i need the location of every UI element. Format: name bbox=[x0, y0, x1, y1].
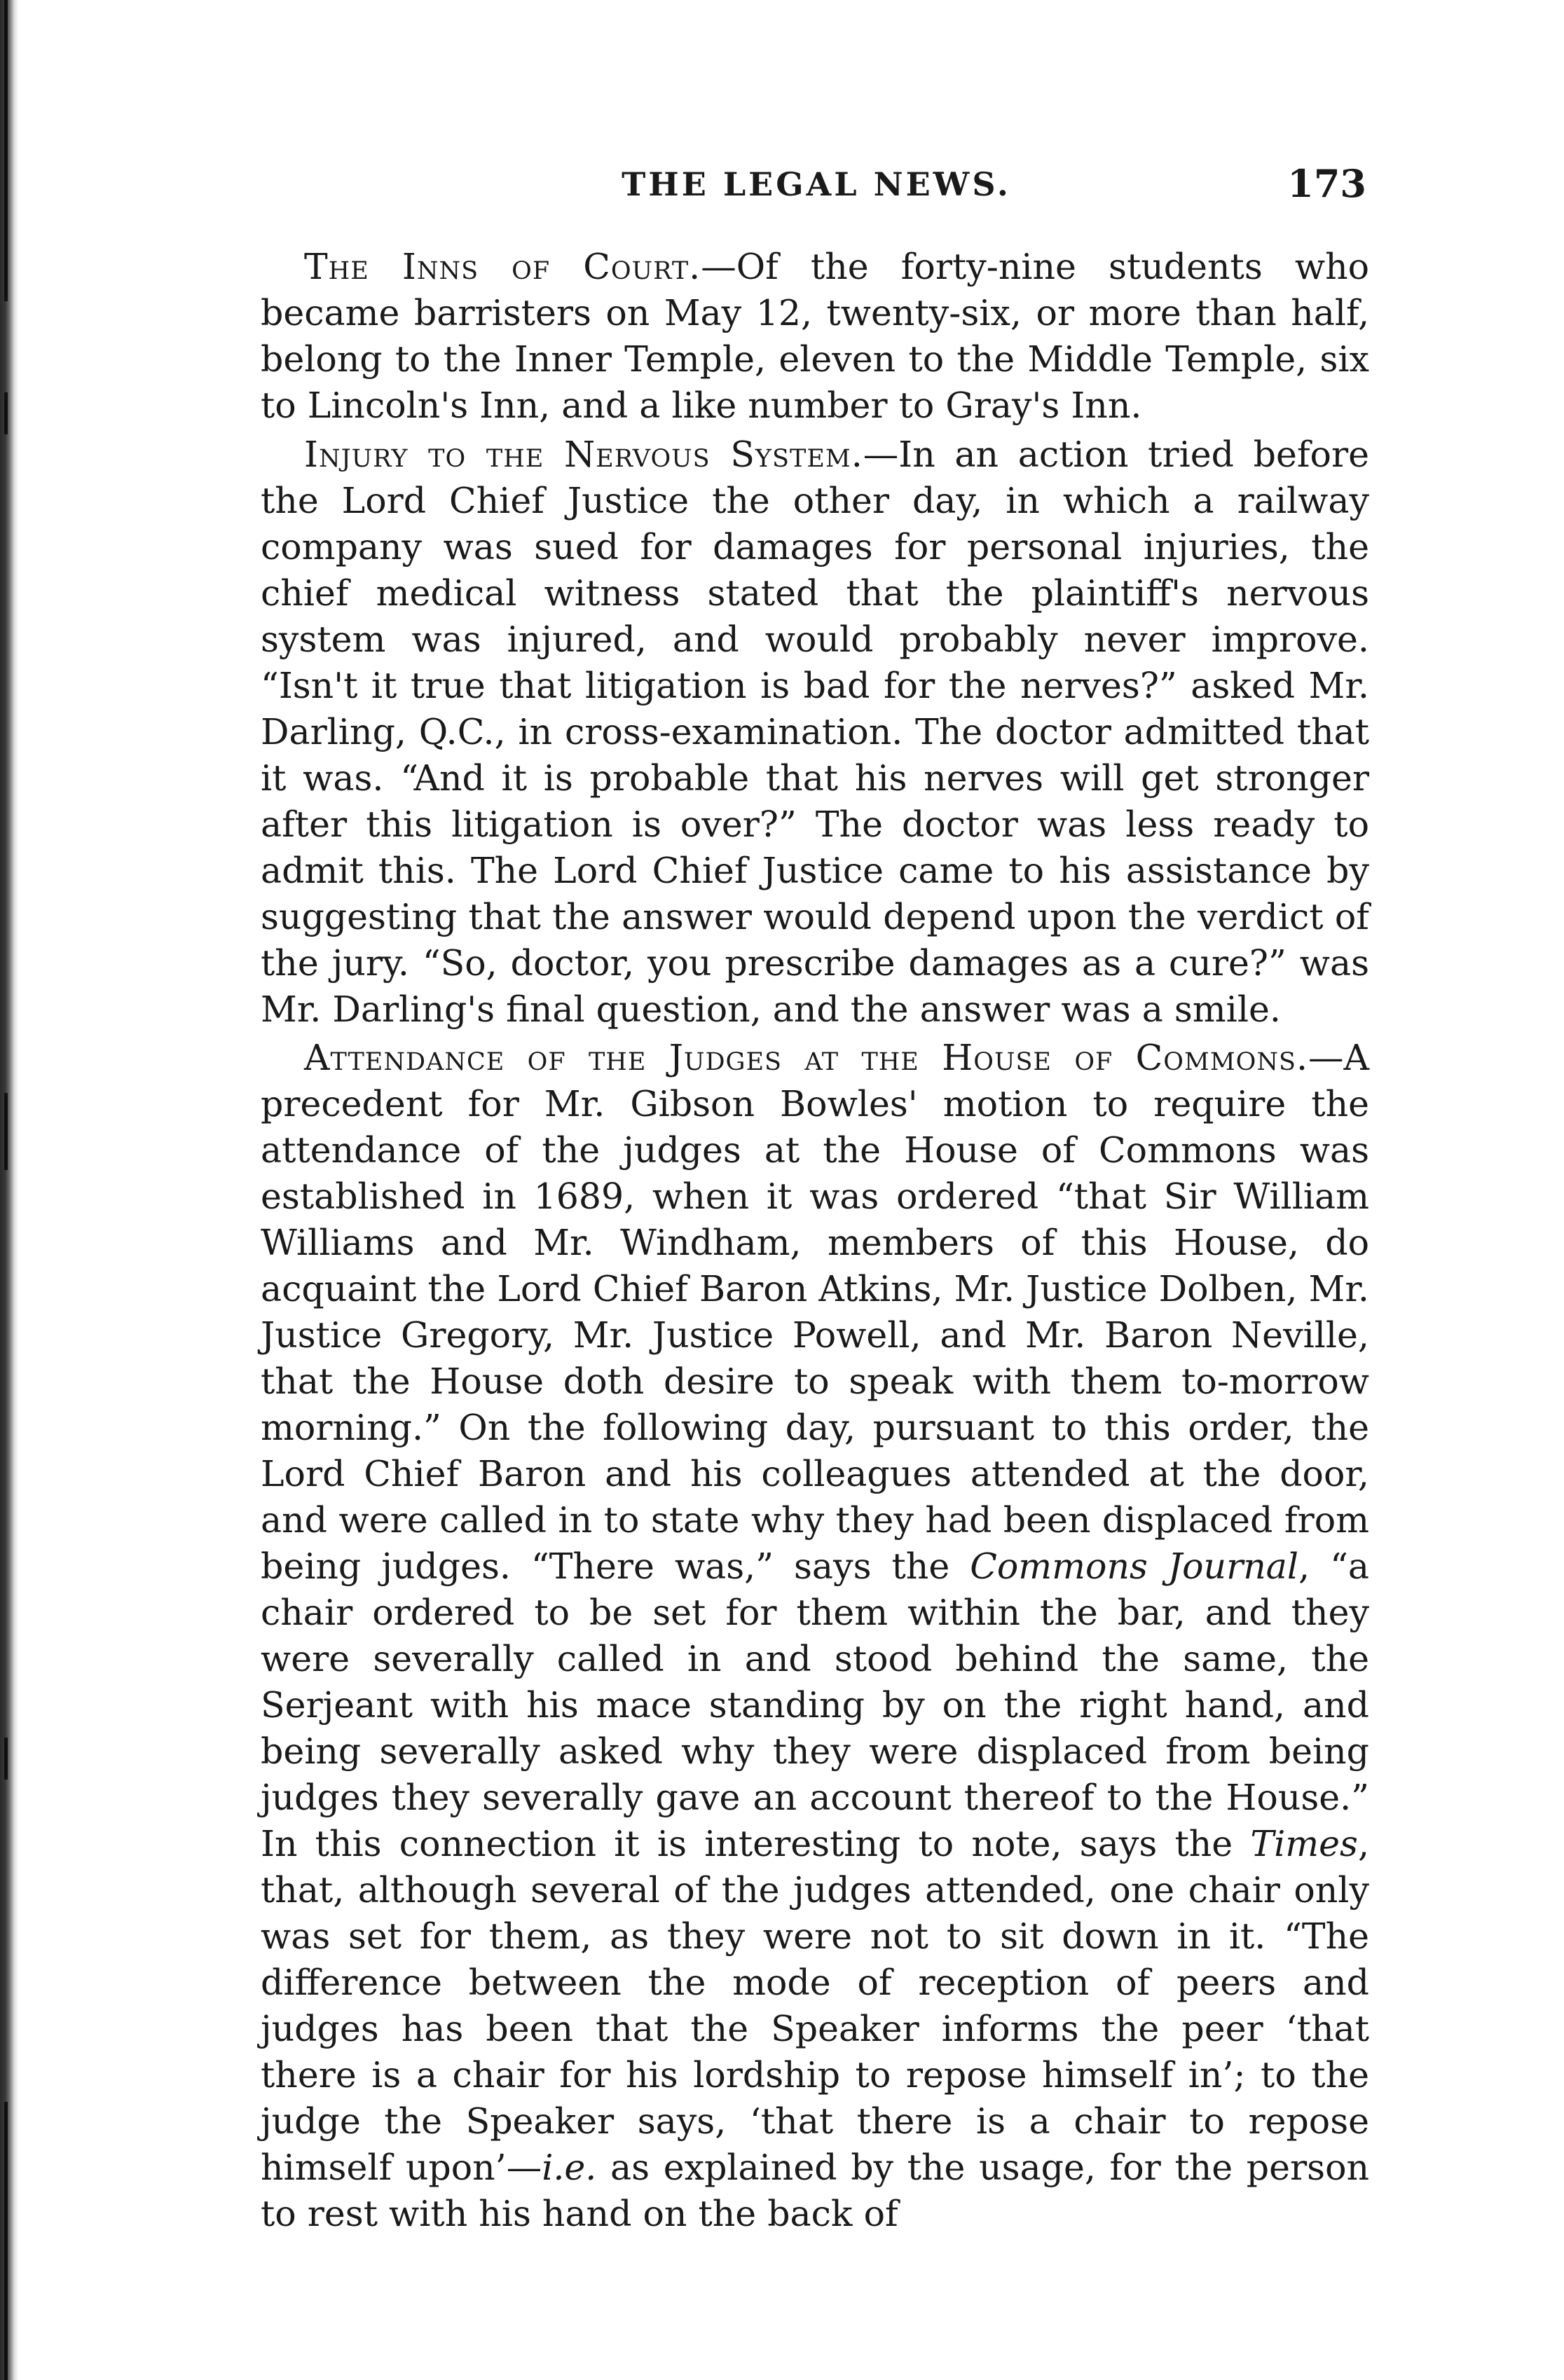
body-segment-italic: Times bbox=[1250, 1823, 1358, 1864]
binding-mark bbox=[4, 392, 8, 434]
binding-mark bbox=[4, 0, 8, 301]
body-segment: —Of the forty-nine students who became barristers on May 12, twenty-six, or more than half, belong to the Inner Temple, eleven to the Middle Temple, six to Lincoln's Inn, and a like number to Gray's Inn. bbox=[261, 246, 1370, 426]
body-segment: —In an action tried before the Lord Chief Justice the other day, in which a railway company was sued for damages for personal injuries, the chief medical witness stated that the plaintiff's nervous system was injured, and would probably never improve. “Isn't it true that litigation is bad for the nerves?” asked Mr. Darling, Q.C., in cross-examination. The doctor admitted that it was. “And it is probable that his nerves will get stronger after this litigation is over?” The doctor was less ready to admit this. The Lord Chief Justice came to his assistance by suggesting that the answer would depend upon the verdict of the jury. “So, doctor, you prescribe damages as a cure?” was Mr. Darling's final question, and the answer was a smile. bbox=[261, 434, 1369, 1030]
article bbox=[261, 244, 1369, 429]
binding-mark bbox=[4, 2102, 8, 2380]
article-heading: The Inns of Court. bbox=[304, 246, 701, 287]
running-title: THE LEGAL NEWS. bbox=[622, 165, 1011, 203]
article bbox=[261, 432, 1369, 1033]
body-segment: as explained by the usage, for the person to rest with his hand on the back of bbox=[261, 2147, 1369, 2234]
body-segment: , “a chair ordered to be set for them within the bar, and they were severally called in and stood behind the same, the Serjeant with his mace standing by on the right hand, and being severally asked why they were displaced from being judges they severally gave an account thereof to the House.” In this connection it is interesting to note, says the bbox=[261, 1546, 1370, 1864]
article-heading: Injury to the Nervous System. bbox=[304, 434, 863, 475]
article-body bbox=[261, 1037, 1369, 2234]
binding-mark bbox=[4, 1738, 8, 1780]
body-segment-italic: i.e. bbox=[542, 2147, 597, 2188]
article-body bbox=[261, 434, 1369, 1030]
article bbox=[261, 1035, 1369, 2237]
article-heading: Attendance of the Judges at the House of Commons. bbox=[304, 1037, 1309, 1078]
body-segment: —A precedent for Mr. Gibson Bowles' motion to require the attendance of the judges at the House of Commons was established in 1689, when it was ordered “that Sir William Williams and Mr. Windham, members of this House, do acquaint the Lord Chief Baron Atkins, Mr. Justice Dolben, Mr. Justice Gregory, Mr. Justice Powell, and Mr. Baron Neville, that the House doth desire to speak with them to-morrow morning.” On the following day, pursuant to this order, the Lord Chief Baron and his colleagues attended at the door, and were called in to state why they had been displaced from being judges. “There was,” says the bbox=[261, 1037, 1369, 1587]
running-head bbox=[266, 161, 1366, 214]
binding-mark bbox=[4, 1093, 8, 1170]
page-number: 173 bbox=[1287, 161, 1366, 206]
body-segment-italic: Commons Journal bbox=[970, 1546, 1299, 1587]
body-segment: , that, although several of the judges attended, one chair only was set for them, as they were not to sit down in it. “The difference between the mode of reception of peers and judges has been that the Speaker informs the peer ‘that there is a chair for his lordship to repose himself in’; to the judge the Speaker says, ‘that there is a chair to repose himself upon’— bbox=[261, 1823, 1369, 2188]
binding-edge bbox=[0, 0, 18, 2380]
